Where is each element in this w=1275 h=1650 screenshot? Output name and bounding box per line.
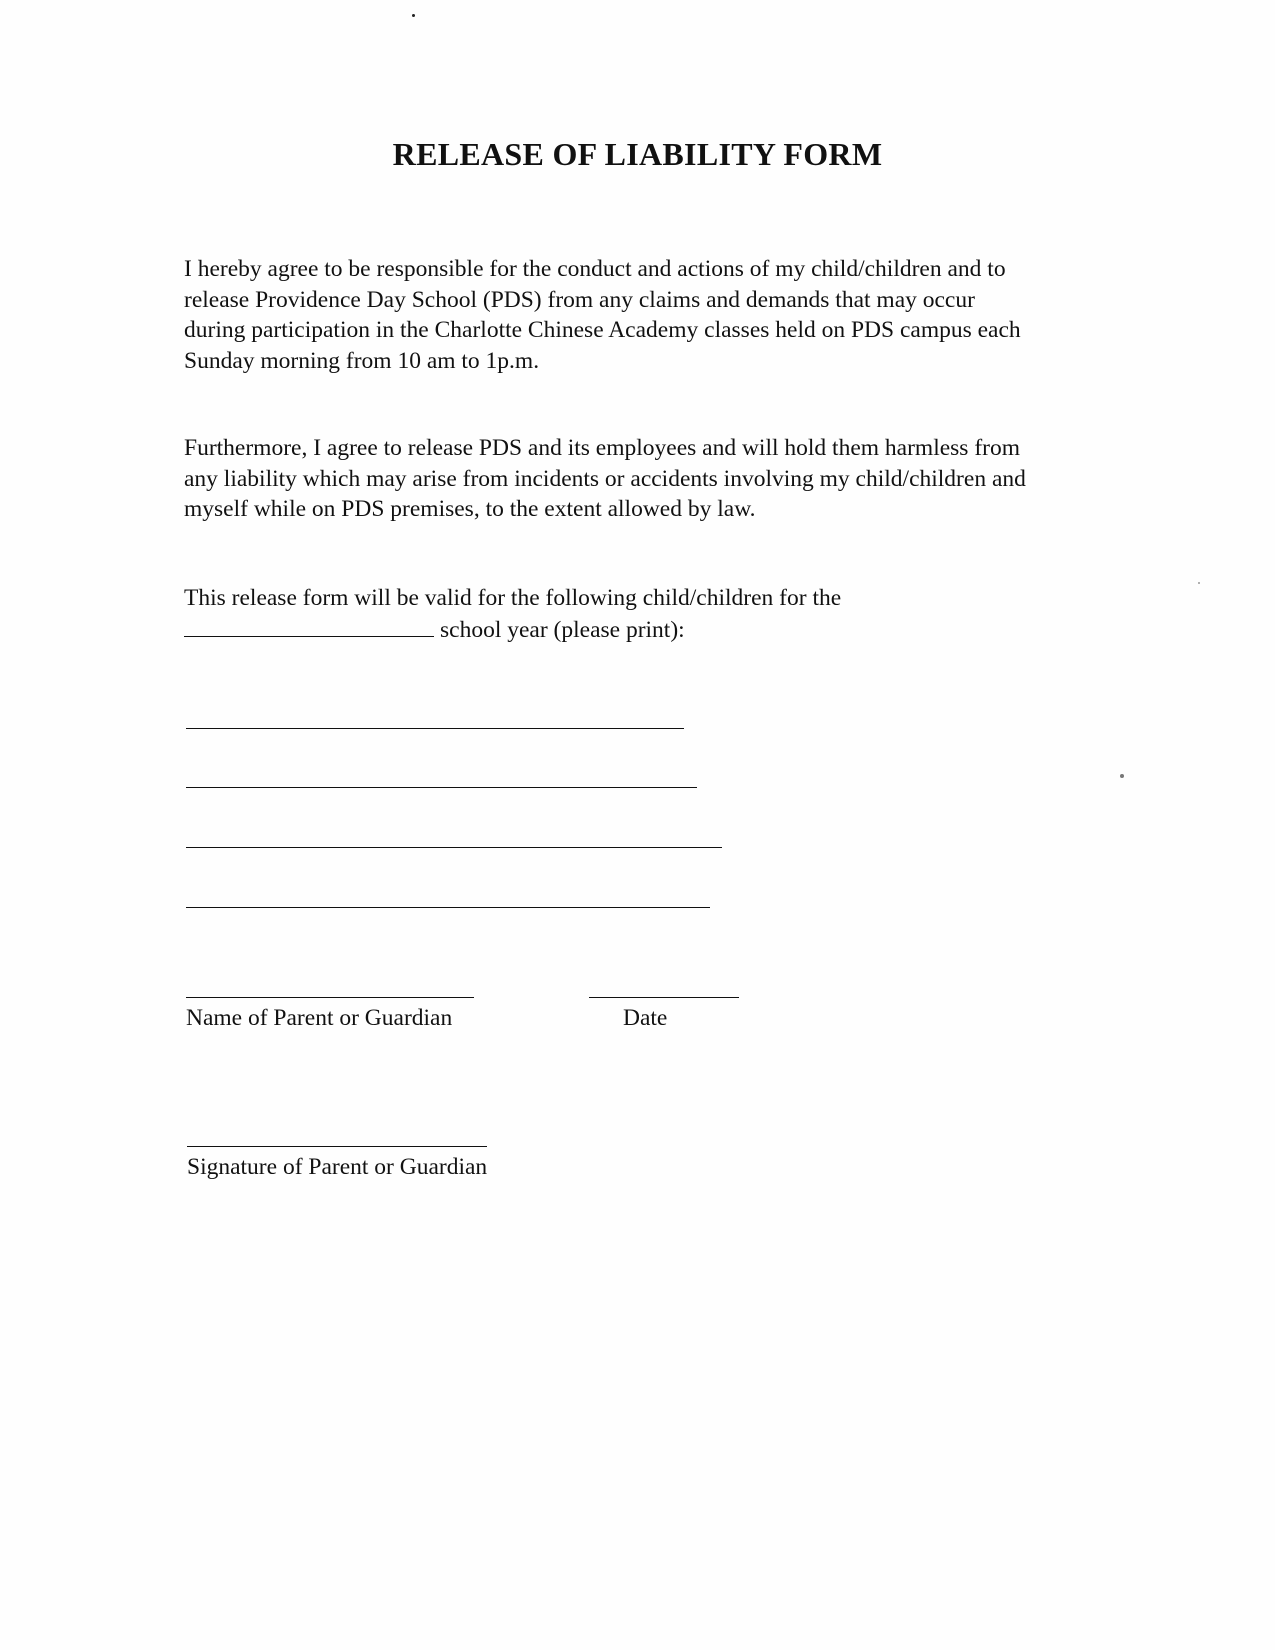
child-name-field-4[interactable]	[186, 907, 710, 908]
signature-field[interactable]	[187, 1146, 487, 1147]
scan-speck	[412, 14, 415, 17]
school-year-field[interactable]	[184, 612, 434, 637]
paragraph-line: I hereby agree to be responsible for the conduct and actions of my child/children and to	[184, 256, 1006, 282]
parent-name-label: Name of Parent or Guardian	[186, 1005, 453, 1031]
school-year-label: school year (please print):	[440, 617, 685, 643]
validity-paragraph	[184, 583, 1074, 614]
paragraph-line: any liability which may arise from incidents or accidents involving my child/children and	[184, 465, 1026, 492]
paragraph-line: Furthermore, I agree to release PDS and its employees and will hold them harmless from	[184, 435, 1020, 461]
paragraph-line: during participation in the Charlotte Chinese Academy classes held on PDS campus each	[184, 317, 1021, 343]
scan-speck	[1120, 774, 1124, 778]
child-name-field-2[interactable]	[186, 787, 697, 788]
parent-name-field[interactable]	[186, 997, 474, 998]
date-field[interactable]	[589, 997, 739, 998]
school-year-row	[184, 612, 685, 645]
signature-label: Signature of Parent or Guardian	[187, 1154, 488, 1180]
scan-speck	[1198, 582, 1200, 584]
paragraph-line: myself while on PDS premises, to the extent allowed by law.	[184, 496, 756, 522]
page-title: RELEASE OF LIABILITY FORM	[392, 136, 883, 172]
responsibility-paragraph	[184, 254, 1074, 376]
child-name-field-1[interactable]	[186, 728, 684, 729]
date-label: Date	[623, 1005, 668, 1031]
child-name-field-3[interactable]	[186, 847, 722, 848]
release-paragraph	[184, 433, 1074, 525]
paragraph-line: Sunday morning from 10 am to 1p.m.	[184, 347, 540, 374]
paragraph-line: This release form will be valid for the following child/children for the	[184, 585, 842, 611]
paragraph-line: release Providence Day School (PDS) from any claims and demands that may occur	[184, 286, 975, 313]
